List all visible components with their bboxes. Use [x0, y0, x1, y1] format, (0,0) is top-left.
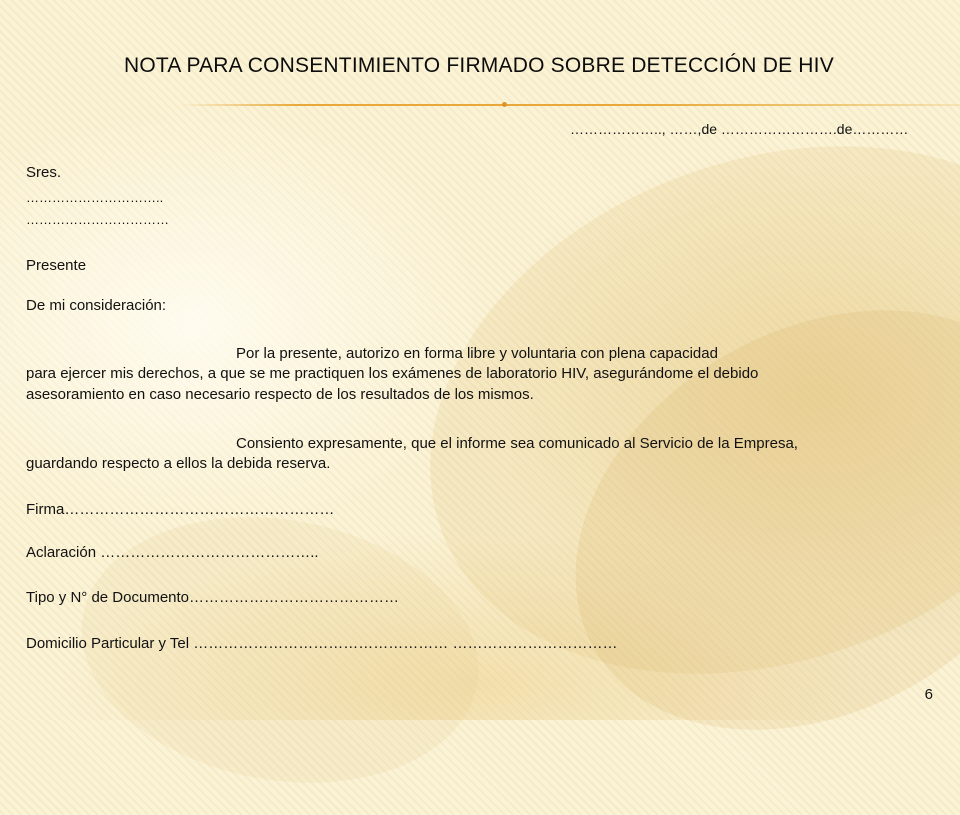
salutation: Sres.: [26, 164, 62, 181]
date-line: ……………….., ……,de …………………….de…………: [570, 121, 909, 137]
slide-title: NOTA PARA CONSENTIMIENTO FIRMADO SOBRE DETECCIÓN DE HIV: [124, 54, 834, 77]
paragraph-1-line-2: para ejercer mis derechos, a que se me practiquen los exámenes de laboratorio HIV, asegurándome el debido: [26, 365, 759, 382]
paragraph-2-line-2: guardando respecto a ellos la debida reserva.: [26, 455, 331, 472]
documento-field: Tipo y N° de Documento……………………………………: [26, 589, 400, 606]
background-swoosh: [356, 55, 960, 764]
recipient-line-2: ……………………………: [26, 212, 169, 227]
page-number: 6: [924, 686, 933, 703]
domicilio-field: Domicilio Particular y Tel …………………………………………… ……………………………: [26, 635, 618, 652]
paragraph-1-line-3: asesoramiento en caso necesario respecto de los resultados de los mismos.: [26, 386, 534, 403]
paragraph-1-line-1: Por la presente, autorizo en forma libre y voluntaria con plena capacidad: [236, 345, 718, 362]
greeting-text: De mi consideración:: [26, 297, 167, 314]
aclaracion-field: Aclaración ……………………………………..: [26, 544, 319, 561]
title-underline-dot: [502, 102, 507, 107]
paragraph-2-line-1: Consiento expresamente, que el informe sea comunicado al Servicio de la Empresa,: [236, 435, 798, 452]
background-swoosh: [500, 225, 960, 814]
firma-field: Firma………………………………………………: [26, 501, 335, 518]
presente-text: Presente: [26, 257, 87, 274]
title-underline: [180, 104, 960, 106]
recipient-line-1: …………………………..: [26, 190, 164, 205]
